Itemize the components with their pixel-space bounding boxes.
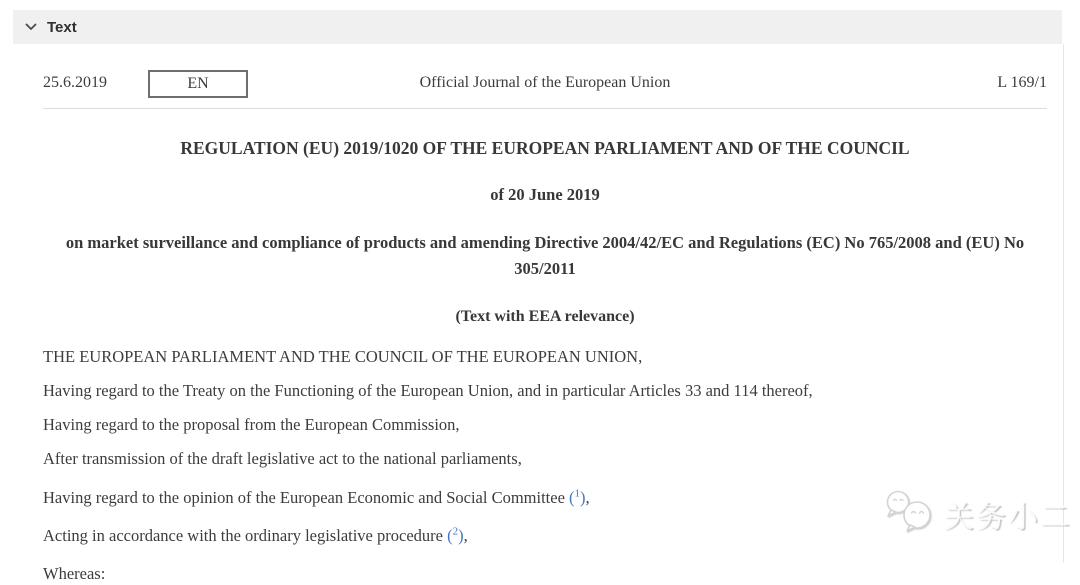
publication-date: 25.6.2019 <box>43 74 107 91</box>
eea-relevance-note: (Text with EEA relevance) <box>455 307 635 325</box>
language-box: EN <box>148 70 248 98</box>
header-divider <box>43 108 1047 109</box>
paragraph-treaty: Having regard to the Treaty on the Functioning of the European Union, and in particular Articles 33 and 114 thereof, <box>43 380 813 400</box>
paragraph-preamble: THE EUROPEAN PARLIAMENT AND THE COUNCIL OF THE EUROPEAN UNION, <box>43 346 643 366</box>
footnote-link-2[interactable]: ($^2$) <box>447 525 464 546</box>
paragraph-whereas: Whereas: <box>43 564 106 584</box>
document-body <box>43 347 1047 585</box>
watermark-text: 关务小二 <box>944 499 1072 535</box>
document-viewer <box>13 44 1064 584</box>
journal-title: Official Journal of the European Union <box>419 74 671 91</box>
paragraph-eesc-opinion: Having regard to the opinion of the European Economic and Social Committee ($^1$), <box>43 487 590 507</box>
chevron-down-icon[interactable] <box>25 23 37 31</box>
regulation-title: REGULATION (EU) 2019/1020 OF THE EUROPEAN PARLIAMENT AND OF THE COUNCIL <box>180 138 910 158</box>
footnote-link-1[interactable]: ($^1$) <box>569 487 586 507</box>
regulation-subject: on market surveillance and compliance of products and amending Directive 2004/42/EC and Regulations (EC) No 765/2008 and (EU) No 305/2011 <box>65 233 1025 279</box>
journal-page-ref: L 169/1 <box>997 74 1047 91</box>
regulation-date-line: of 20 June 2019 <box>490 185 600 204</box>
section-title: Text <box>47 18 77 36</box>
paragraph-proposal: Having regard to the proposal from the European Commission, <box>43 415 460 435</box>
paragraph-transmission: After transmission of the draft legislative act to the national parliaments, <box>43 449 522 469</box>
paragraph-legislative-procedure: Acting in accordance with the ordinary legislative procedure ($^2$), <box>43 525 468 546</box>
text-section-header[interactable] <box>13 10 1062 44</box>
journal-header-row <box>43 70 1047 98</box>
